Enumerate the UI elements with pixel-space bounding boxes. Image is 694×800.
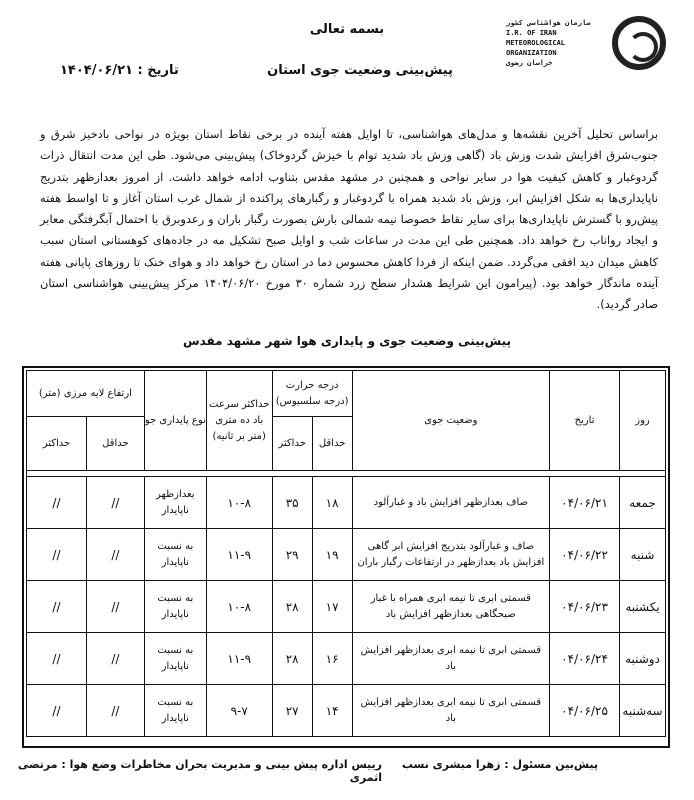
cell-temp-min: ۱۸ (312, 477, 352, 529)
header-wind: حداکثر سرعت باد ده متری (متر بر ثانیه) (206, 371, 272, 471)
cell-temp-min: ۱۷ (312, 581, 352, 633)
logo-emblem-icon (612, 16, 666, 70)
header-temp-min: حداقل (312, 417, 352, 471)
cell-condition: صاف و غبارآلود بتدریج افزایش ابر گاهی افزایش باد بعدازظهر در ارتفاعات رگبار باران (352, 529, 550, 581)
cell-date: ۰۴/۰۶/۲۴ (550, 633, 620, 685)
forecaster-name: پیش‌بین مسئول : زهرا مبشری نسب (401, 758, 598, 771)
cell-temp-min: ۱۶ (312, 633, 352, 685)
cell-temp-min: ۱۴ (312, 685, 352, 737)
cell-mix-max: // (27, 633, 87, 685)
cell-day: دوشنبه (620, 633, 666, 685)
cell-mix-max: // (27, 581, 87, 633)
cell-stability: به نسبت ناپایدار (144, 529, 206, 581)
cell-temp-min: ۱۹ (312, 529, 352, 581)
cell-mix-min: // (86, 581, 144, 633)
cell-wind: ۹-۷ (206, 685, 272, 737)
cell-wind: ۱۱-۹ (206, 633, 272, 685)
cell-temp-max: ۲۸ (272, 581, 312, 633)
header-mixing-height: ارتفاع لایه مرزی (متر) (27, 371, 145, 417)
cell-date: ۰۴/۰۶/۲۲ (550, 529, 620, 581)
table-row (27, 685, 666, 737)
cell-mix-min: // (86, 477, 144, 529)
logo-text: سازمان هواشناسی کشور I.R. OF IRAN METEOROLOGICAL ORGANIZATION خراسان رضوی (506, 19, 591, 67)
forecast-table (26, 370, 666, 737)
cell-date: ۰۴/۰۶/۲۵ (550, 685, 620, 737)
cell-stability: بعدازظهر ناپایدار (144, 477, 206, 529)
cell-wind: ۱۰-۸ (206, 477, 272, 529)
cell-stability: به نسبت ناپایدار (144, 685, 206, 737)
cell-mix-max: // (27, 685, 87, 737)
bismillah-heading: بسمه تعالی (309, 22, 385, 37)
meteorological-organization-logo (506, 12, 666, 72)
cell-day: شنبه (620, 529, 666, 581)
table-row (27, 477, 666, 529)
signature-footer (0, 758, 694, 782)
cell-stability: به نسبت ناپایدار (144, 581, 206, 633)
cell-day: جمعه (620, 477, 666, 529)
header-date: تاریخ (550, 371, 620, 471)
header-condition: وضعیت جوی (352, 371, 550, 471)
cell-mix-max: // (27, 477, 87, 529)
cell-condition: صاف بعدازظهر افزایش باد و غبارآلود (352, 477, 550, 529)
header-mix-max: حداکثر (27, 417, 87, 471)
table-header-row (27, 371, 666, 417)
cell-condition: قسمتی ابری تا نیمه ابری همراه با غبار صبحگاهی بعدازظهر افزایش باد (352, 581, 550, 633)
table-row (27, 529, 666, 581)
header-day: روز (620, 371, 666, 471)
cell-day: یکشنبه (620, 581, 666, 633)
cell-temp-max: ۲۷ (272, 685, 312, 737)
cell-condition: قسمتی ابری تا نیمه ابری بعدازظهر افزایش باد (352, 633, 550, 685)
cell-mix-max: // (27, 529, 87, 581)
cell-wind: ۱۱-۹ (206, 529, 272, 581)
header-stability: نوع پایداری جو (144, 371, 206, 471)
cell-mix-min: // (86, 685, 144, 737)
cell-mix-min: // (86, 529, 144, 581)
header-temperature: درجه حرارت (درجه سلسیوس) (272, 371, 352, 417)
cell-temp-max: ۲۹ (272, 529, 312, 581)
header-temp-max: حداکثر (272, 417, 312, 471)
forecast-paragraph: براساس تحلیل آخرین نقشه‌ها و مدل‌های هواشناسی، تا اوایل هفته آینده در برخی نقاط استان بویژه در نواحی بادخیز شرق و جنوب‌شرق افزایش شدت وزش باد (گاهی وزش باد شدید توام با خیزش گردوخاک) پیش‌بینی می‌شود. طی این مدت انتقال ذرات گردوغبار و کاهش کیفیت هوا در سایر نواحی و همچنین در مشهد مقدس بتناوب ادامه خواهد داشت. از امروز بعدازظهر بتدریج ناپایداری‌ها به شکل افزایش ابر، وزش باد شدید همراه با گردوغبار و رگبارهای پراکنده از شمال غرب استان آغاز و تا اواسط هفته پیش‌رو با گسترش ناپایداری‌ها برای سایر نقاط خصوصا نیمه شمالی بارش بصورت رگبار باران و رعدوبرق با احتمال آبگرفتگی معابر و ایجاد رواناب رخ خواهد داد. همچنین طی این مدت در ساعات شب و اوایل صبح تشکیل مه در جاده‌های کوهستانی استان سبب کاهش میدان دید افقی می‌گردد. ضمن اینکه از فردا کاهش محسوس دما در استان رخ خواهد داد و هوای خنک تا روزهای پایانی هفته آینده ماندگار خواهد بود. (پیرامون این شرایط هشدار سطح زرد شماره ۳۰ مورخ ۱۴۰۴/۰۶/۲۰ مرکز پیش‌بینی هواشناسی استان صادر گردید). (40, 127, 658, 312)
document-date: تاریخ : ۱۴۰۴/۰۶/۲۱ (60, 63, 179, 78)
cell-condition: قسمتی ابری تا نیمه ابری بعدازظهر افزایش باد (352, 685, 550, 737)
table-title: پیش‌بینی وضعیت جوی و پایداری هوا شهر مشهد مقدس (183, 334, 511, 348)
cell-temp-max: ۳۵ (272, 477, 312, 529)
cell-temp-max: ۲۸ (272, 633, 312, 685)
cell-date: ۰۴/۰۶/۲۱ (550, 477, 620, 529)
document-title: پیش‌بینی وضعیت جوی استان (267, 63, 453, 78)
cell-stability: به نسبت ناپایدار (144, 633, 206, 685)
table-row (27, 633, 666, 685)
table-row (27, 581, 666, 633)
header-mix-min: حداقل (86, 417, 144, 471)
cell-day: سه‌شنبه (620, 685, 666, 737)
department-head-name: رییس اداره پیش بینی و مدیریت بحران مخاطرات وضع هوا : مرتضی اثمری (17, 758, 382, 784)
cell-date: ۰۴/۰۶/۲۳ (550, 581, 620, 633)
cell-wind: ۱۰-۸ (206, 581, 272, 633)
cell-mix-min: // (86, 633, 144, 685)
